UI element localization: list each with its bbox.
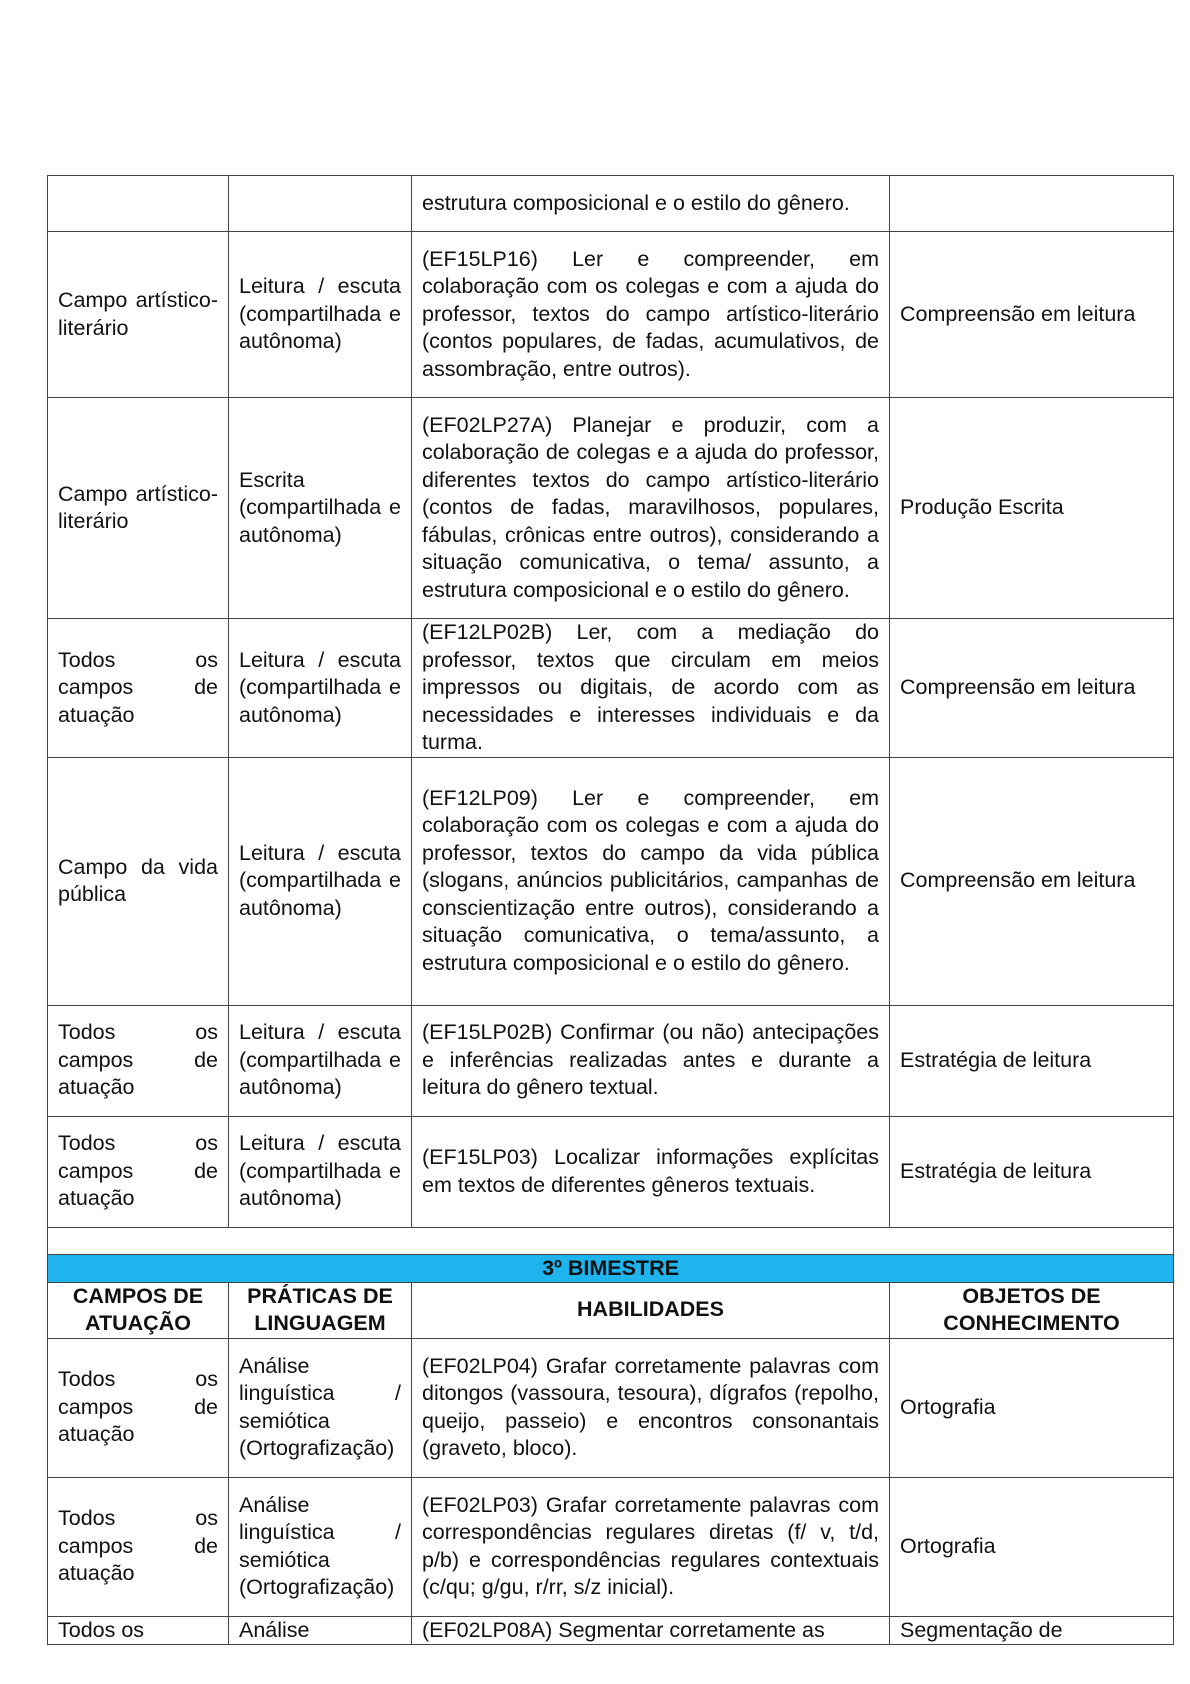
objeto-cell: Segmentação de xyxy=(890,1616,1174,1645)
objeto-cell xyxy=(890,176,1174,232)
pratica-cell: Leitura / escuta (compartilhada e autônoma) xyxy=(229,619,412,758)
campo-cell: Todos os campos de atuação xyxy=(48,1116,229,1227)
header-campos: CAMPOS DE ATUAÇÃO xyxy=(48,1282,229,1338)
pratica-cell xyxy=(229,176,412,232)
header-habilidades: HABILIDADES xyxy=(412,1282,890,1338)
pratica-cell: Análise linguística / semiótica (Ortografização) xyxy=(229,1338,412,1477)
table-row xyxy=(48,757,1174,1005)
section-band xyxy=(48,1254,1174,1282)
habilidade-cell: (EF02LP04) Grafar corretamente palavras com ditongos (vassoura, tesoura), dígrafos (repolho, queijo, passeio) e encontros consonantais (graveto, bloco). xyxy=(412,1338,890,1477)
objeto-cell: Ortografia xyxy=(890,1338,1174,1477)
spacer-cell xyxy=(48,1227,1174,1254)
campo-cell: Todos os campos de atuação xyxy=(48,1477,229,1616)
habilidade-cell: (EF02LP03) Grafar corretamente palavras com correspondências regulares diretas (f/ v, t/d, p/b) e correspondências regulares contextuais (c/qu; g/gu, r/rr, s/z inicial). xyxy=(412,1477,890,1616)
header-praticas: PRÁTICAS DE LINGUAGEM xyxy=(229,1282,412,1338)
campo-cell: Campo artístico-literário xyxy=(48,398,229,619)
habilidade-cell: (EF02LP27A) Planejar e produzir, com a colaboração de colegas e a ajuda do professor, diferentes textos do campo artístico-literário (contos de fadas, maravilhosos, populares, fábulas, crônicas entre outros), considerando a situação comunicativa, o tema/ assunto, a estrutura composicional e o estilo do gênero. xyxy=(412,398,890,619)
pratica-cell: Análise xyxy=(229,1616,412,1645)
campo-cell: Todos os campos de atuação xyxy=(48,1338,229,1477)
table-row xyxy=(48,1005,1174,1116)
table-row xyxy=(48,232,1174,398)
table-row xyxy=(48,398,1174,619)
campo-cell xyxy=(48,176,229,232)
objeto-cell: Ortografia xyxy=(890,1477,1174,1616)
campo-cell: Campo da vida pública xyxy=(48,757,229,1005)
objeto-cell: Produção Escrita xyxy=(890,398,1174,619)
habilidade-cell: (EF12LP02B) Ler, com a mediação do professor, textos que circulam em meios impressos ou digitais, de acordo com as necessidades e interesses individuais e da turma. xyxy=(412,619,890,758)
table-row xyxy=(48,1616,1174,1645)
objeto-cell: Compreensão em leitura xyxy=(890,619,1174,758)
habilidade-cell: (EF02LP08A) Segmentar corretamente as xyxy=(412,1616,890,1645)
table-row xyxy=(48,619,1174,758)
table-row xyxy=(48,1477,1174,1616)
objeto-cell: Estratégia de leitura xyxy=(890,1005,1174,1116)
pratica-cell: Escrita (compartilhada e autônoma) xyxy=(229,398,412,619)
campo-cell: Todos os campos de atuação xyxy=(48,619,229,758)
habilidade-cell: (EF15LP16) Ler e compreender, em colaboração com os colegas e com a ajuda do professor, textos do campo artístico-literário (contos populares, de fadas, acumulativos, de assombração, entre outros). xyxy=(412,232,890,398)
objeto-cell: Compreensão em leitura xyxy=(890,757,1174,1005)
pratica-cell: Leitura / escuta (compartilhada e autônoma) xyxy=(229,232,412,398)
section-title: 3º BIMESTRE xyxy=(48,1254,1174,1282)
header-row xyxy=(48,1282,1174,1338)
objeto-cell: Estratégia de leitura xyxy=(890,1116,1174,1227)
campo-cell: Todos os xyxy=(48,1616,229,1645)
table-row xyxy=(48,1116,1174,1227)
campo-cell: Campo artístico-literário xyxy=(48,232,229,398)
pratica-cell: Leitura / escuta (compartilhada e autônoma) xyxy=(229,757,412,1005)
habilidade-cell: (EF15LP03) Localizar informações explícitas em textos de diferentes gêneros textuais. xyxy=(412,1116,890,1227)
spacer-row xyxy=(48,1227,1174,1254)
objeto-cell: Compreensão em leitura xyxy=(890,232,1174,398)
curriculum-table xyxy=(47,175,1174,1645)
table-row xyxy=(48,176,1174,232)
pratica-cell: Análise linguística / semiótica (Ortografização) xyxy=(229,1477,412,1616)
campo-cell: Todos os campos de atuação xyxy=(48,1005,229,1116)
habilidade-cell: (EF15LP02B) Confirmar (ou não) antecipações e inferências realizadas antes e durante a leitura do gênero textual. xyxy=(412,1005,890,1116)
table-row xyxy=(48,1338,1174,1477)
header-objetos: OBJETOS DE CONHECIMENTO xyxy=(890,1282,1174,1338)
habilidade-cell: (EF12LP09) Ler e compreender, em colaboração com os colegas e com a ajuda do professor, textos do campo da vida pública (slogans, anúncios publicitários, campanhas de conscientização entre outros), considerando a situação comunicativa, o tema/assunto, a estrutura composicional e o estilo do gênero. xyxy=(412,757,890,1005)
pratica-cell: Leitura / escuta (compartilhada e autônoma) xyxy=(229,1116,412,1227)
pratica-cell: Leitura / escuta (compartilhada e autônoma) xyxy=(229,1005,412,1116)
habilidade-cell: estrutura composicional e o estilo do gênero. xyxy=(412,176,890,232)
